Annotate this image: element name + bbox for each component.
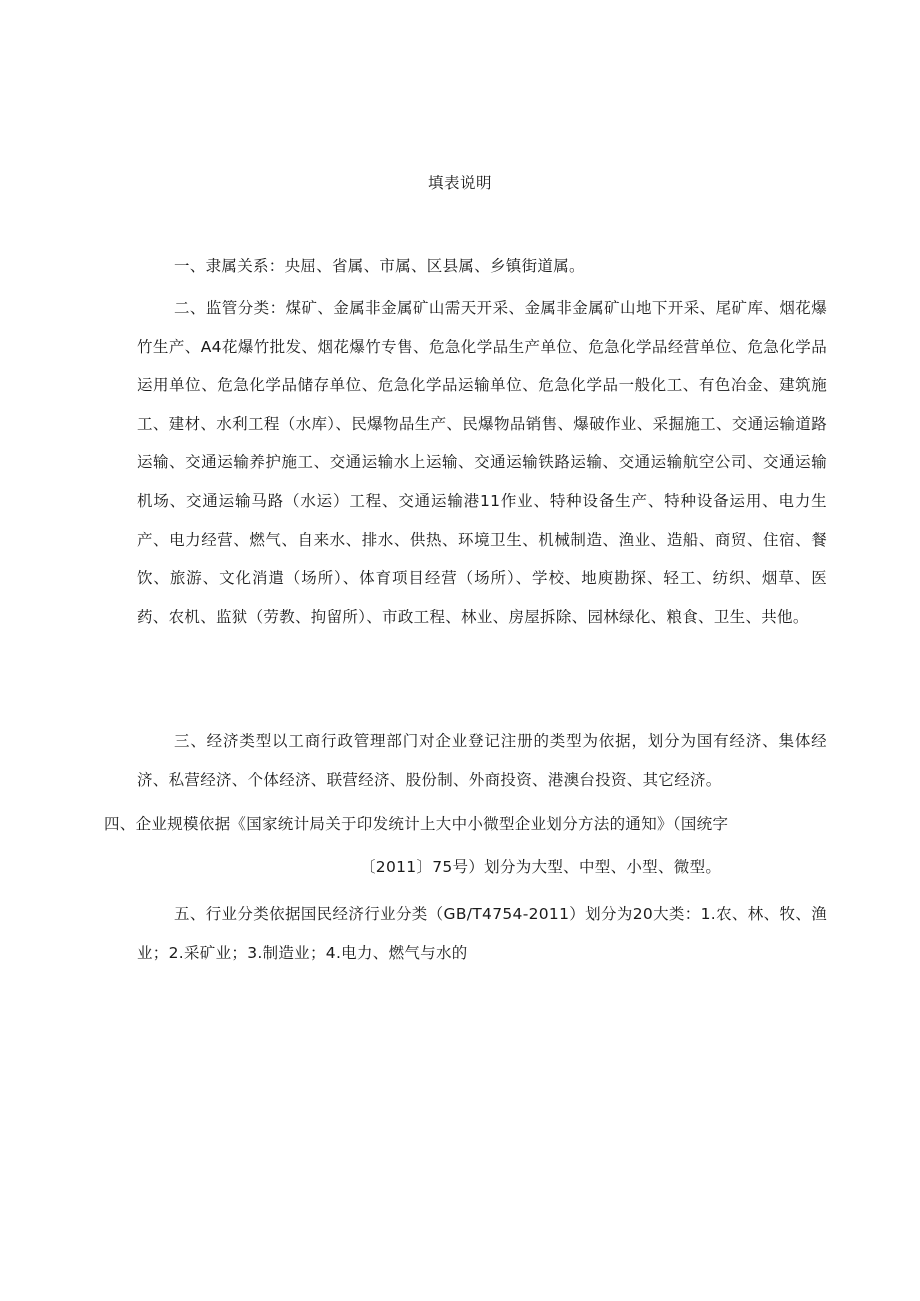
document-title: 填表说明 — [427, 174, 492, 192]
paragraph-economic-type: 三、经济类型以工商行政管理部门对企业登记注册的类型为依据，划分为国有经济、集体经济、私营经济、个体经济、联营经济、股份制、外商投资、港澳台投资、其它经济。 — [137, 732, 827, 789]
paragraph-supervision-category: 二、监管分类：煤矿、金属非金属矿山需天开采、金属非金属矿山地下开采、尾矿库、烟花爆竹生产、A4花爆竹批发、烟花爆竹专售、危急化学品生产单位、危急化学品经营单位、危急化学品运用单位、危急化学品储存单位、危急化学品运输单位、危急化学品一般化工、有色冶金、建筑施工、建材、水利工程（水库）、民爆物品生产、民爆物品销售、爆破作业、采掘施工、交通运输道路运输、交通运输养护施工、交通运输水上运输、交通运输铁路运输、交通运输航空公司、交通运输机场、交通运输马路（水运）工程、交通运输港11作业、特种设备生产、特种设备运用、电力生产、电力经营、燃气、自来水、排水、供热、环境卫生、机械制造、渔业、造船、商贸、住宿、餐饮、旅游、文化消遣（场所）、体育项目经营（场所）、学校、地庾勘探、轻工、纺织、烟草、医药、农机、监狱（劳教、拘留所）、市政工程、林业、房屋拆除、园林绿化、粮食、卫生、共他。 — [137, 299, 827, 626]
paragraph-enterprise-scale-continued: 〔2011〕75号）划分为大型、中型、小型、微型。 — [360, 858, 722, 876]
paragraph-affiliation: 一、隶属关系：央屈、省属、市属、区县属、乡镇街道属。 — [174, 257, 585, 275]
paragraph-enterprise-scale: 四、企业规模依据《国家统计局关于印发统计上大中小微型企业划分方法的通知》（国统字 — [104, 815, 729, 833]
paragraph-industry-classification: 五、行业分类依据国民经济行业分类（GB/T4754-2011）划分为20大类：1.农、林、牧、渔业；2.采矿业；3.制造业；4.电力、燃气与水的 — [137, 905, 827, 962]
